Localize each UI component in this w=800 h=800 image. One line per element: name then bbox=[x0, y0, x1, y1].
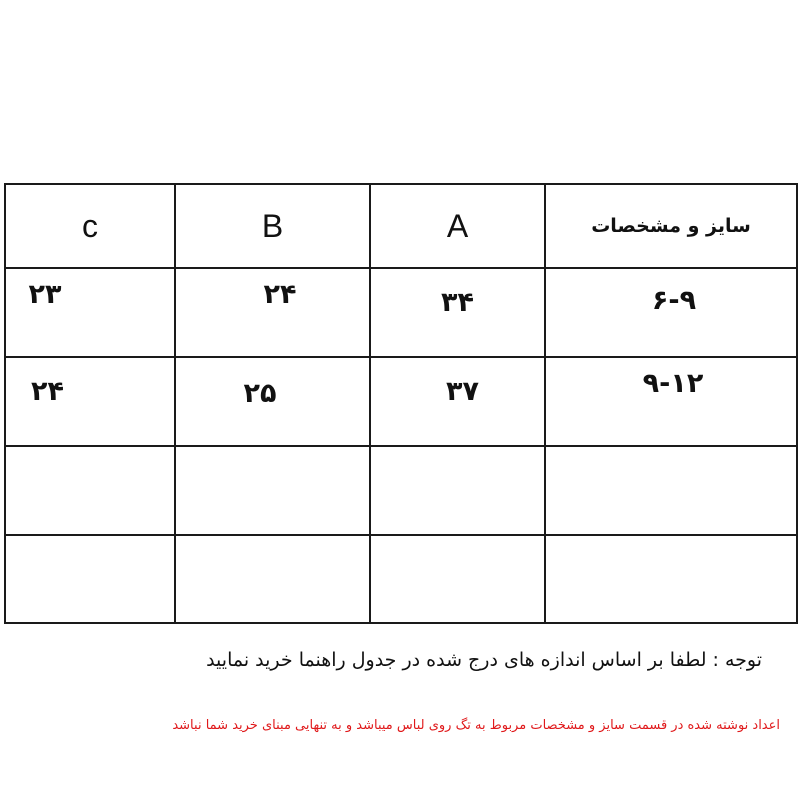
table-cell-c bbox=[5, 446, 175, 535]
table-cell-size bbox=[545, 535, 797, 623]
table-cell-size bbox=[545, 268, 797, 357]
cell-value: ۳۴ bbox=[441, 287, 474, 318]
cell-value: ۲۴ bbox=[31, 376, 64, 407]
size-spec-label: سایز و مشخصات bbox=[591, 215, 751, 237]
table-cell-c bbox=[5, 357, 175, 446]
table-cell-b bbox=[175, 446, 370, 535]
column-a-label: A bbox=[446, 207, 469, 244]
table-cell-a bbox=[370, 357, 545, 446]
size-value: ۶-۹ bbox=[651, 285, 697, 316]
cell-value: ۲۳ bbox=[28, 279, 62, 310]
table-header-row bbox=[5, 184, 797, 268]
header-cell-size bbox=[545, 184, 797, 268]
size-tag-warning: اعداد نوشته شده در قسمت سایز و مشخصات مربوط به تگ روی لباس میباشد و به تنهایی مبنای خرید شما نباشد bbox=[172, 718, 780, 733]
table-cell-c bbox=[5, 268, 175, 357]
header-cell-c bbox=[5, 184, 175, 268]
table-cell-size bbox=[545, 357, 797, 446]
table-cell-b bbox=[175, 357, 370, 446]
table-cell-size bbox=[545, 446, 797, 535]
table-row bbox=[5, 357, 797, 446]
cell-value: ۲۴ bbox=[263, 279, 297, 310]
size-guide-table bbox=[4, 183, 798, 624]
purchase-note: توجه : لطفا بر اساس اندازه های درج شده در جدول راهنما خرید نمایید bbox=[206, 649, 762, 671]
header-cell-b bbox=[175, 184, 370, 268]
table-row bbox=[5, 535, 797, 623]
column-c-label: c bbox=[82, 207, 98, 244]
size-value: ۹-۱۲ bbox=[642, 368, 704, 399]
table-cell-b bbox=[175, 535, 370, 623]
column-b-label: B bbox=[261, 207, 284, 244]
table-cell-a bbox=[370, 268, 545, 357]
table-row bbox=[5, 268, 797, 357]
cell-value: ۳۷ bbox=[446, 376, 479, 407]
table-row bbox=[5, 446, 797, 535]
table-cell-b bbox=[175, 268, 370, 357]
table-cell-a bbox=[370, 535, 545, 623]
table-cell-a bbox=[370, 446, 545, 535]
header-cell-a bbox=[370, 184, 545, 268]
table-cell-c bbox=[5, 535, 175, 623]
cell-value: ۲۵ bbox=[243, 378, 277, 409]
